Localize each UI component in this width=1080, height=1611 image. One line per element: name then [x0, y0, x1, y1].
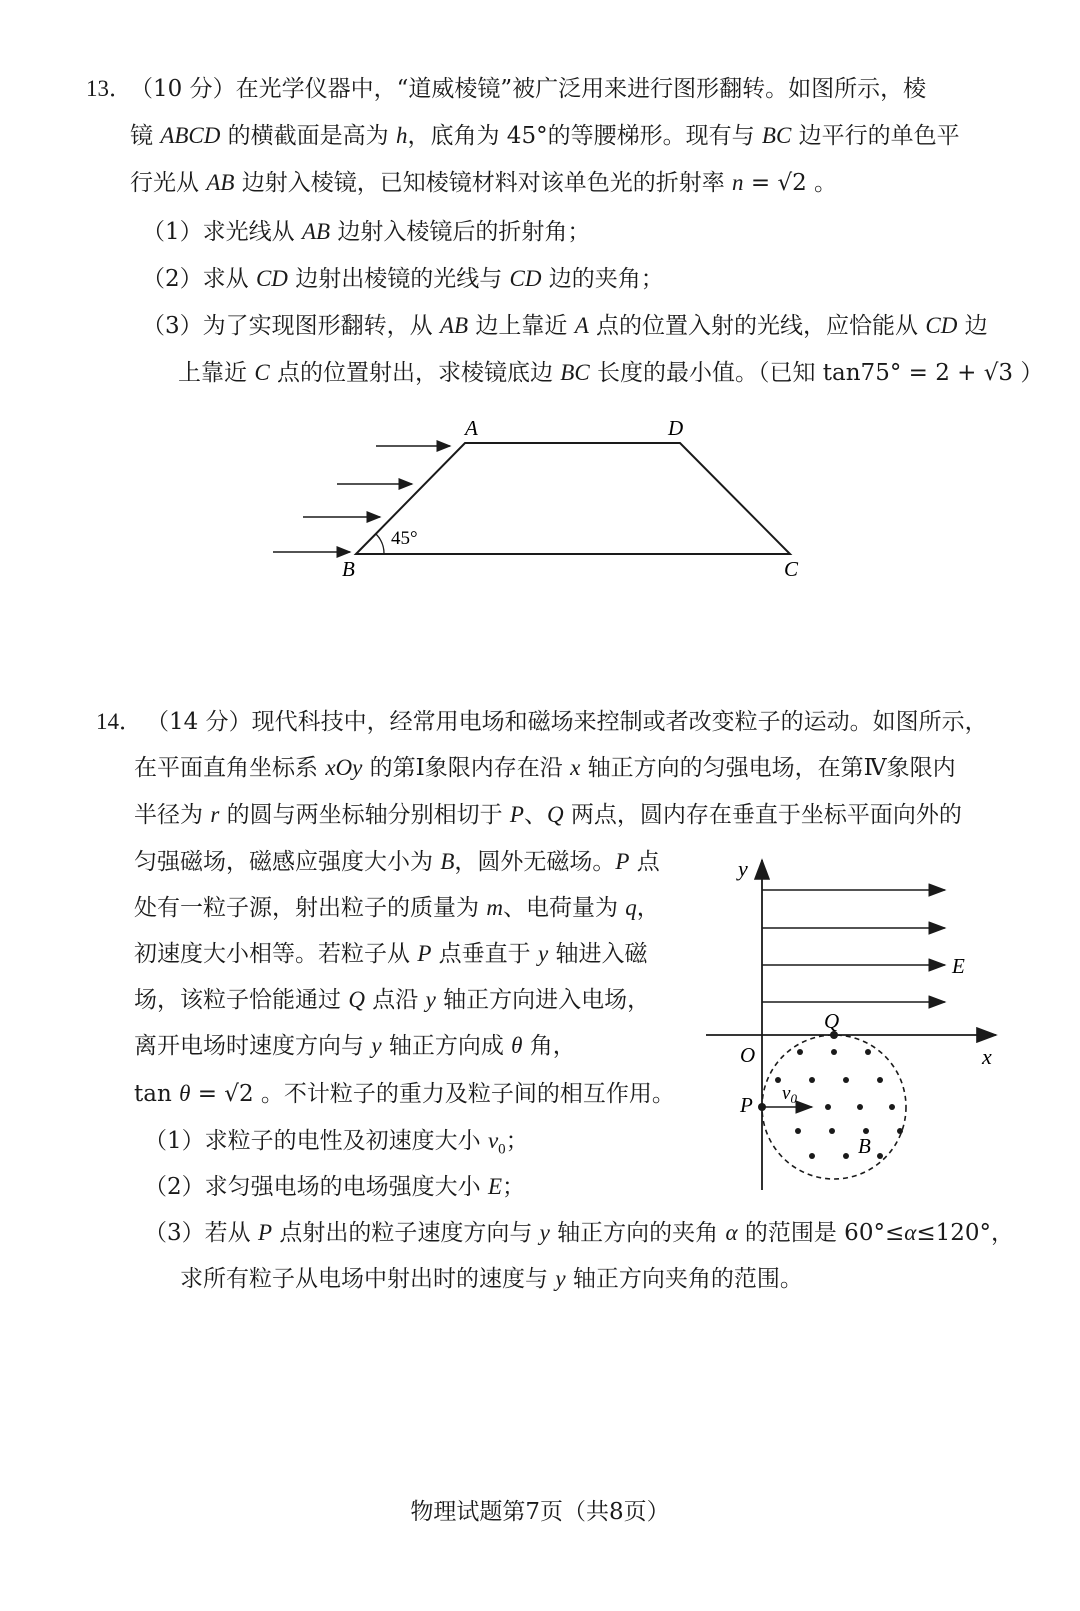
q14-stem-line-9: tan θ = √2 。不计粒子的重力及粒子间的相互作用。 — [134, 1081, 675, 1107]
q13-stem-line-3: 行光从 AB 边射入棱镜，已知棱镜材料对该单色光的折射率 n = √2 。 — [130, 170, 838, 196]
q14-stem-line-4: 匀强磁场，磁感应强度大小为 B，圆外无磁场。P 点 — [134, 849, 660, 875]
q13-sub-2: （2）求从 CD 边射出棱镜的光线与 CD 边的夹角； — [142, 266, 664, 292]
q14-sub-3: （3）若从 P 点射出的粒子速度方向与 y 轴正方向的夹角 α 的范围是 60°≤α≤120°， — [144, 1220, 1014, 1246]
q14-sub-2: （2）求匀强电场的电场强度大小 E； — [144, 1174, 526, 1200]
vertex-B-label: B — [342, 557, 355, 581]
Q-label: Q — [824, 1009, 840, 1033]
prism-figure — [0, 0, 1080, 620]
q13-sub-3: （3）为了实现图形翻转，从 AB 边上靠近 A 点的位置入射的光线，应恰能从 CD 边 — [142, 313, 988, 339]
E-label: E — [952, 954, 965, 978]
vertex-D-label: D — [668, 416, 684, 440]
q14-stem-line-2: 在平面直角坐标系 xOy 的第Ⅰ象限内存在沿 x 轴正方向的匀强电场，在第Ⅳ象限内 — [134, 755, 956, 781]
q14-stem-line-7: 场，该粒子恰能通过 Q 点沿 y 轴正方向进入电场， — [134, 987, 651, 1013]
angle-label: 45° — [391, 528, 418, 549]
vertex-A-label: A — [465, 416, 478, 440]
q14-sub-3-continued: 求所有粒子从电场中射出时的速度与 y 轴正方向夹角的范围。 — [180, 1266, 803, 1292]
q13-sub-3-continued: 上靠近 C 点的位置射出，求棱镜底边 BC 长度的最小值。（已知 tan75° = 2 + √3 ） — [178, 360, 1044, 386]
B-label: B — [858, 1134, 871, 1158]
origin-label: O — [740, 1043, 756, 1067]
q13-stem-line-2: 镜 ABCD 的横截面是高为 h，底角为 45°的等腰梯形。现有与 BC 边平行的单色平 — [130, 123, 960, 149]
q14-number: 14． — [96, 709, 142, 734]
prism-trapezoid — [356, 443, 790, 554]
q13-number: 13． — [86, 76, 132, 101]
v0-label: $v_0$ — [782, 1083, 797, 1106]
q14-stem-line-1: （14 分）现代科技中，经常用电场和磁场来控制或者改变粒子的运动。如图所示， — [146, 709, 988, 735]
vertex-C-label: C — [784, 557, 799, 581]
q14-sub-1: （1）求粒子的电性及初速度大小 $v_0$； — [144, 1128, 529, 1158]
q13-sub-1: （1）求光线从 AB 边射入棱镜后的折射角； — [142, 219, 591, 245]
angle-arc — [376, 534, 384, 554]
q14-stem-line-8: 离开电场时速度方向与 y 轴正方向成 θ 角， — [134, 1033, 576, 1059]
q13-stem-line-1: （10 分）在光学仪器中，“道威棱镜”被广泛用来进行图形翻转。如图所示，棱 — [130, 76, 927, 102]
y-axis-label: y — [738, 856, 748, 881]
P-label: P — [740, 1093, 753, 1117]
q14-stem-line-5: 处有一粒子源，射出粒子的质量为 m、电荷量为 q， — [134, 895, 660, 921]
q14-stem-line-3: 半径为 r 的圆与两坐标轴分别相切于 P、Q 两点，圆内存在垂直于坐标平面向外的 — [134, 802, 962, 828]
x-axis-label: x — [982, 1044, 992, 1069]
field-figure — [700, 850, 1020, 1210]
page-footer: 物理试题第7页（共8页） — [410, 1499, 670, 1525]
q14-stem-line-6: 初速度大小相等。若粒子从 P 点垂直于 y 轴进入磁 — [134, 941, 648, 967]
